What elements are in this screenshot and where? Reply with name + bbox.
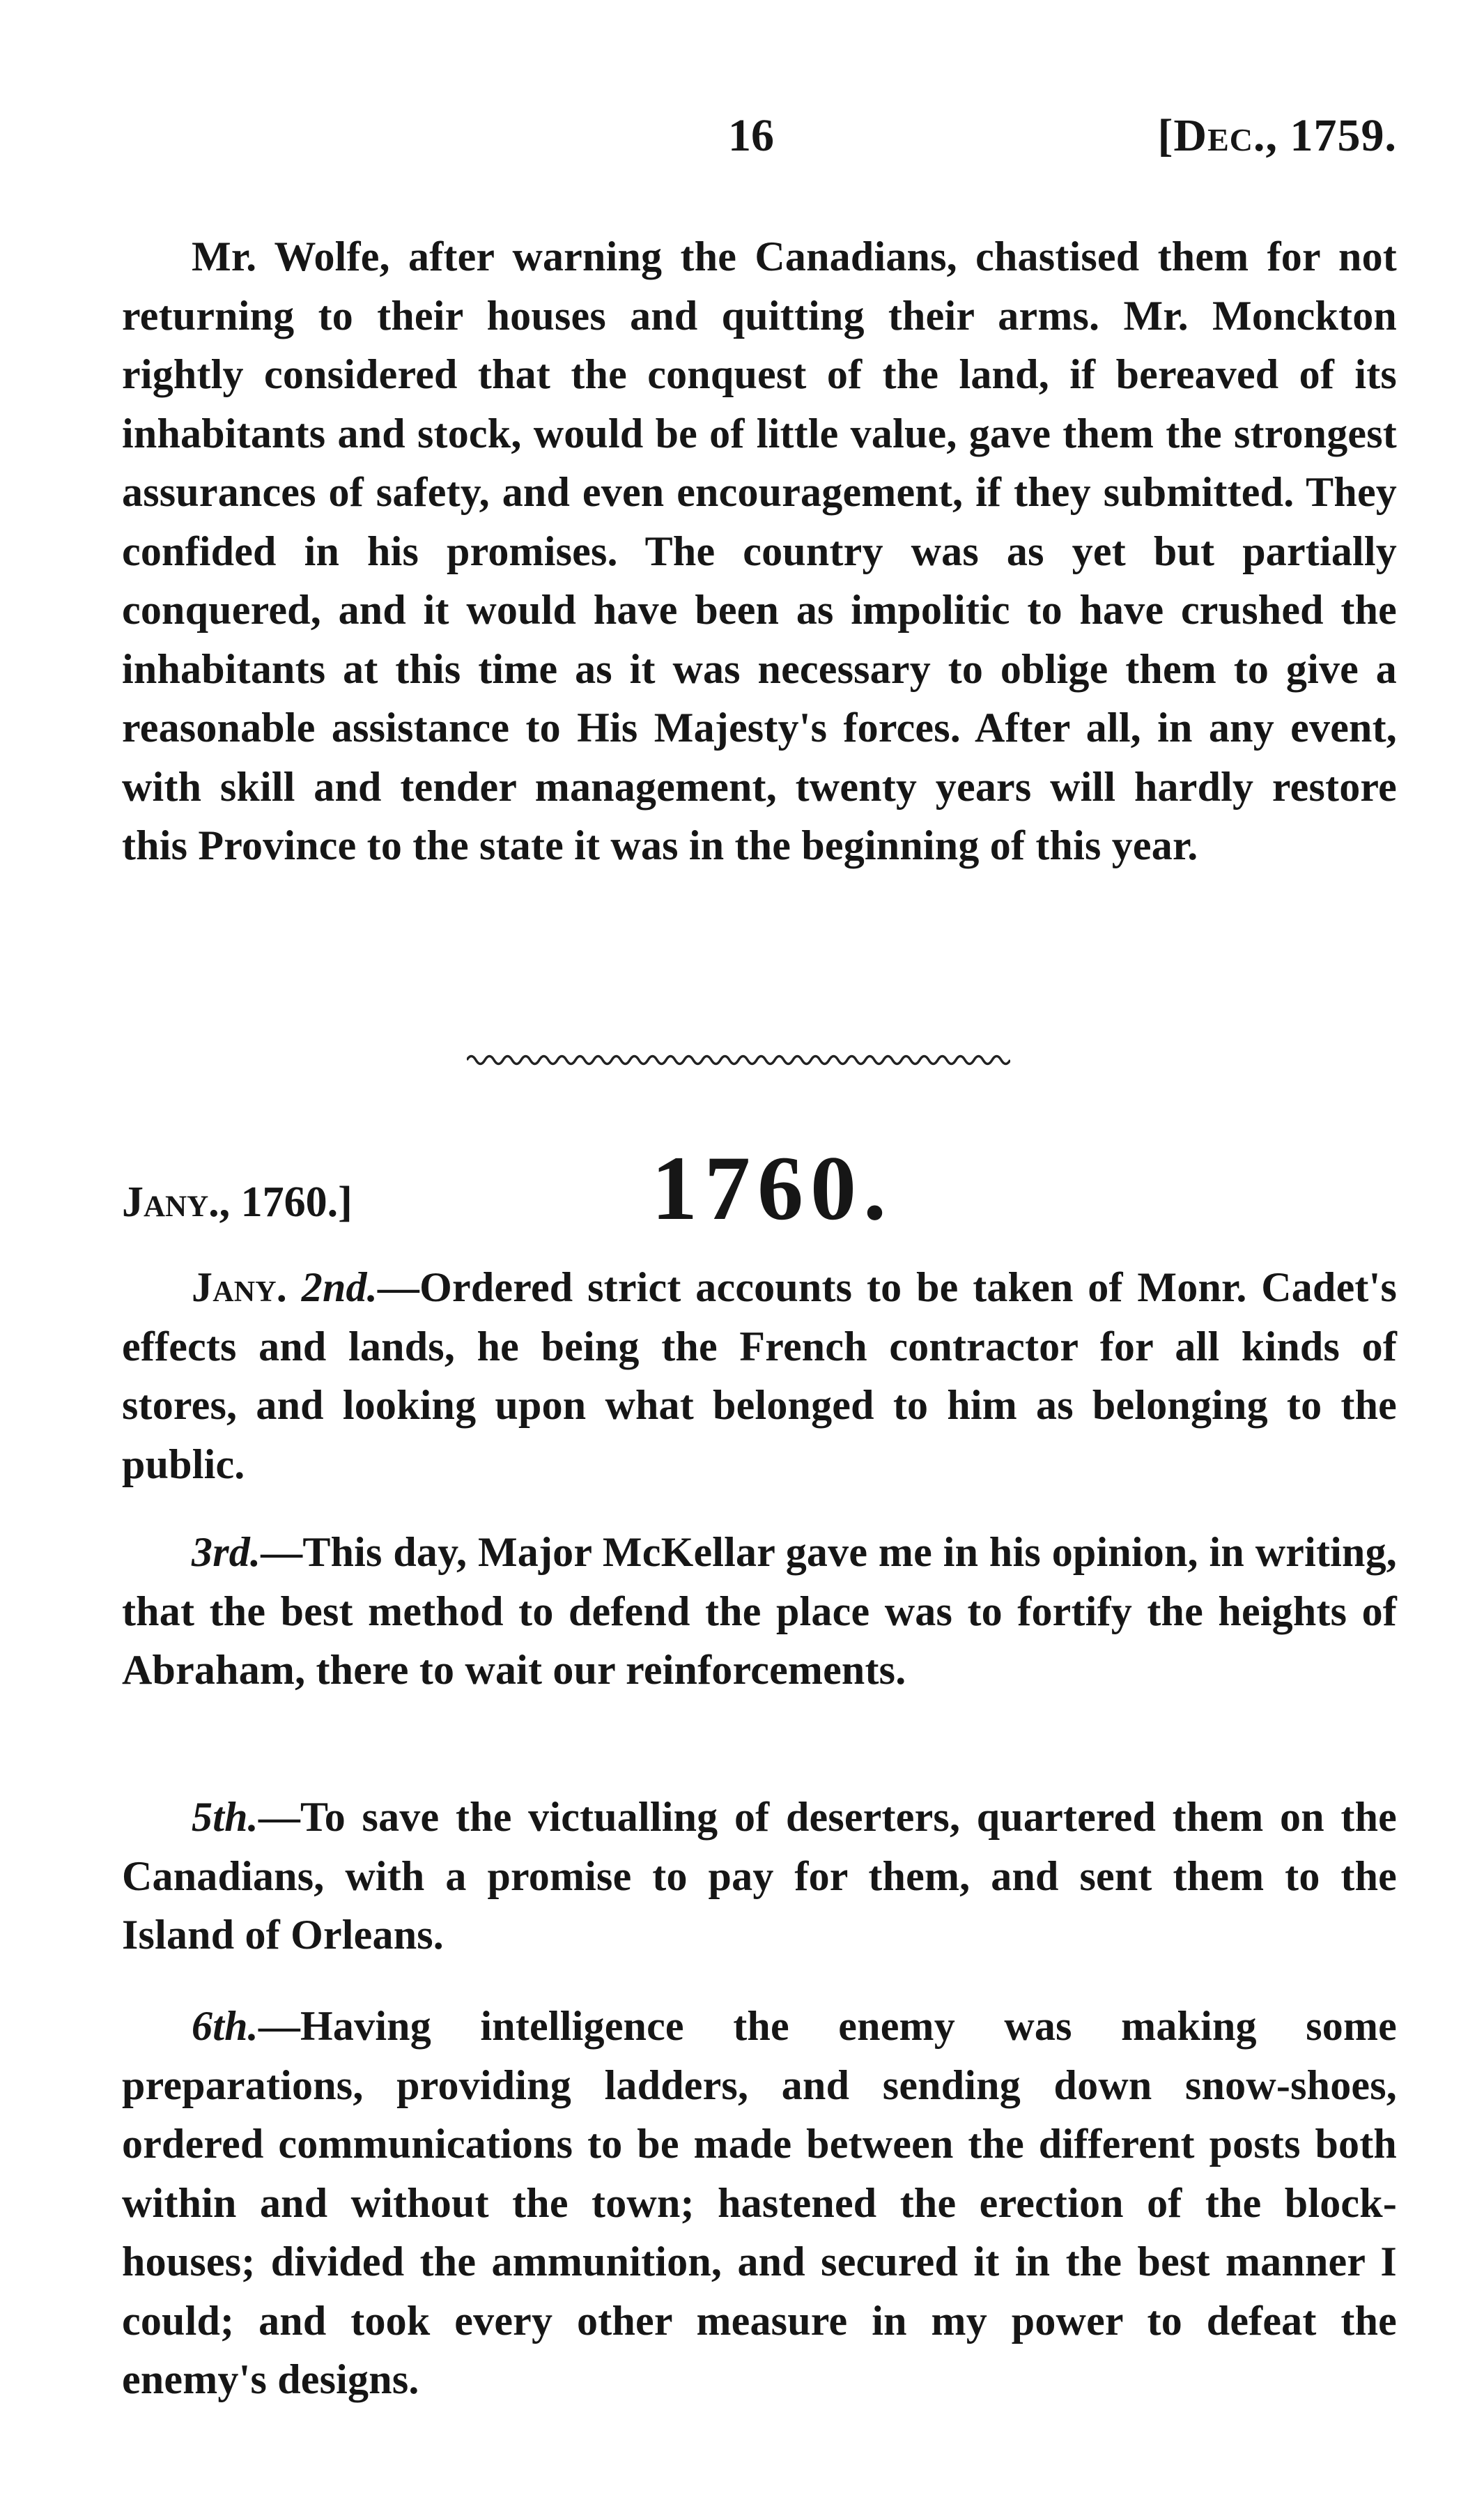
entry-date: 6th.	[192, 2003, 258, 2049]
side-date: Jany., 1760.]	[122, 1179, 353, 1226]
wavy-rule-line	[467, 1057, 1010, 1064]
journal-entry-jan-5	[122, 1788, 1397, 1965]
entry-month: Jany.	[192, 1264, 287, 1310]
year-section-heading	[122, 1136, 1397, 1241]
entry-text: —Having intelligence the enemy was making some preparations, providing ladders, and sending down snow-shoes, ordered communications to be made between the different posts both within and without the town; hastened the erection of the block-houses; divided the ammunition, and secured it in the best manner I could; and took every other measure in my power to defeat the enemy's designs.	[122, 2003, 1397, 2402]
year-heading: 1760.	[651, 1137, 893, 1239]
entry-text: —Ordered strict accounts to be taken of Monr. Cadet's effects and lands, he being the French contractor for all kinds of stores, and looking upon what belonged to him as belonging to the public.	[122, 1264, 1397, 1487]
intro-paragraph: Mr. Wolfe, after warning the Canadians, chastised them for not returning to their houses and quitting their arms. Mr. Monckton rightly considered that the conquest of the land, if bereaved of its inhabitants and stock, would be of little value, gave them the strongest assurances of safety, and even encouragement, if they submitted. They confided in his promises. The country was as yet but partially conquered, and it would have been as impolitic to have crushed the inhabitants at this time as it was necessary to oblige them to give a reasonable assistance to His Majesty's forces. After all, in any event, with skill and tender management, twenty years will hardly restore this Province to the state it was in the beginning of this year.	[122, 233, 1397, 868]
entry-date: 2nd.	[301, 1264, 378, 1310]
journal-entry-jan-3	[122, 1523, 1397, 1700]
wavy-rule-divider	[467, 1051, 1010, 1069]
journal-entry-jan-2	[122, 1258, 1397, 1494]
running-head	[122, 105, 1397, 167]
journal-entry-jan-6	[122, 1997, 1397, 2409]
entry-date: 3rd.	[192, 1529, 261, 1575]
entry-date: 5th.	[192, 1794, 258, 1840]
entry-text: —To save the victualling of deserters, quartered them on the Canadians, with a promise to pay for them, and sent them to the Island of Orleans.	[122, 1794, 1397, 1958]
entry-text: —This day, Major McKellar gave me in his opinion, in writing, that the best method to defend the place was to fortify the heights of Abraham, there to wait our reinforcements.	[122, 1529, 1397, 1693]
page-number: 16	[728, 110, 774, 161]
running-head-date: [Dec., 1759.	[1157, 110, 1397, 161]
